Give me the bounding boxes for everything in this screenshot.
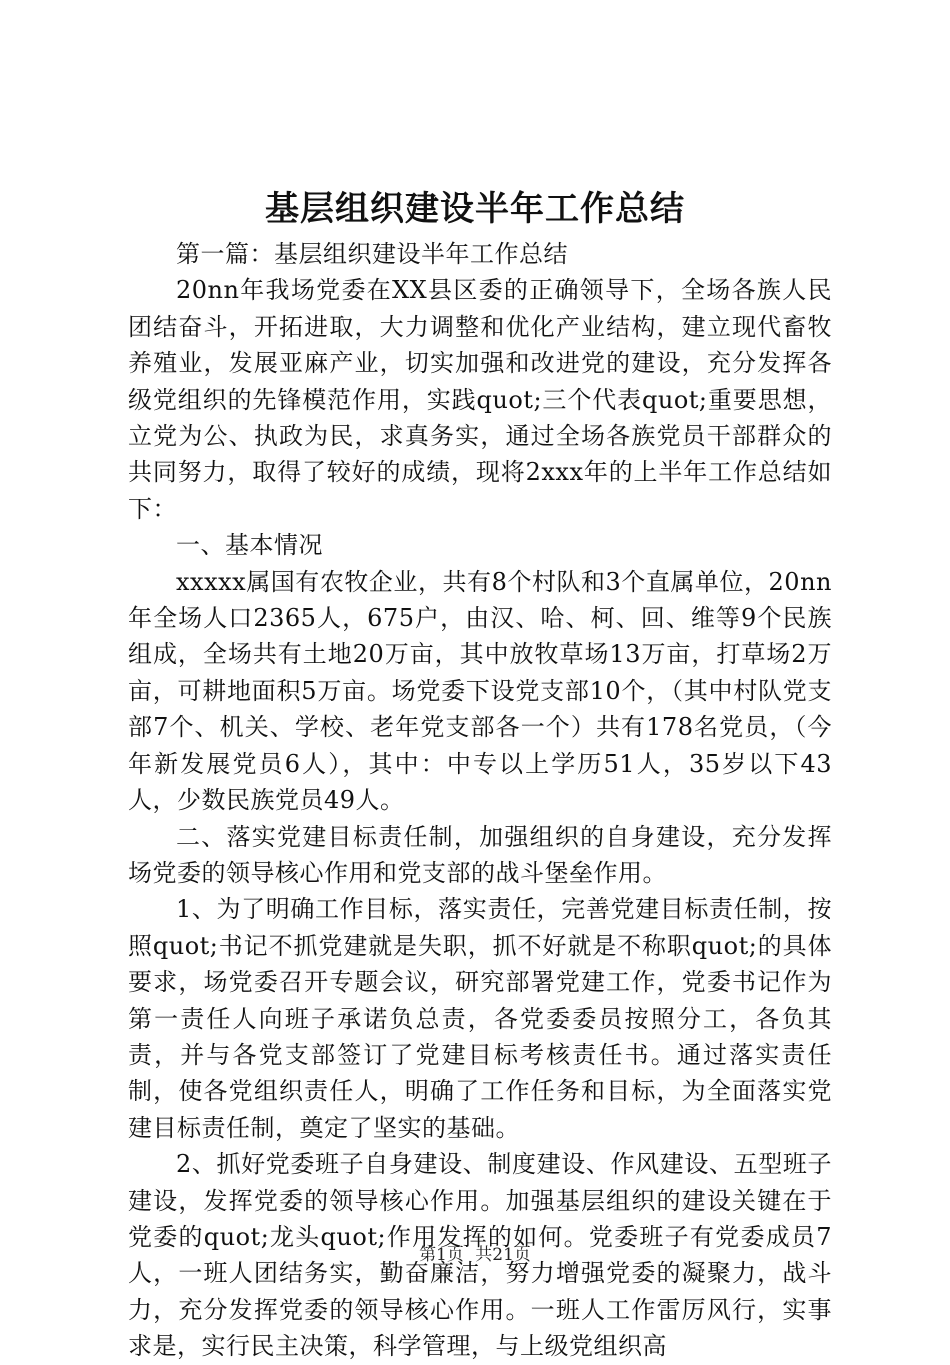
page-number: 第1页 (419, 1245, 464, 1265)
section-heading: 二、落实党建目标责任制，加强组织的自身建设，充分发挥场党委的领导核心作用和党支部的战斗堡垒作用。 (128, 822, 832, 887)
body-paragraph: 1、为了明确工作目标，落实责任，完善党建目标责任制，按照quot;书记不抓党建就是失职，抓不好就是不称职quot;的具体要求，场党委召开专题会议，研究部署党建工作，党委书记作为第一责任人向班子承诺负总责，各党委委员按照分工，各负其责，并与各党支部签订了党建目标考核责任书。通过落实责任制，使各党组织责任人，明确了工作任务和目标，为全面落实党建目标责任制，奠定了坚实的基础。 (128, 895, 832, 1142)
page-total: 共21页 (475, 1245, 531, 1265)
body-paragraph: xxxxx属国有农牧企业，共有8个村队和3个直属单位，20nn年全场人口2365人，675户，由汉、哈、柯、回、维等9个民族组成，全场共有土地20万亩，其中放牧草场13万亩，打草场2万亩，可耕地面积5万亩。场党委下设党支部10个，（其中村队党支部7个、机关、学校、老年党支部各一个）共有178名党员，（今年新发展党员6人），其中：中专以上学历51人，35岁以下43人，少数民族党员49人。 (128, 567, 832, 815)
document-title: 基层组织建设半年工作总结 (265, 189, 685, 229)
body-paragraph: 20nn年我场党委在XX县区委的正确领导下，全场各族人民团结奋斗，开拓进取，大力调整和优化产业结构，建立现代畜牧养殖业，发展亚麻产业，切实加强和改进党的建设，充分发挥各级党组织的先锋模范作用，实践quot;三个代表quot;重要思想，立党为公、执政为民，求真务实，通过全场各族党员干部群众的共同努力，取得了较好的成绩，现将2xxx年的上半年工作总结如下： (128, 276, 832, 523)
body-paragraph: 2、抓好党委班子自身建设、制度建设、作风建设、五型班子建设，发挥党委的领导核心作用。加强基层组织的建设关键在于党委的quot;龙头quot;作用发挥的如何。党委班子有党委成员7人，一班人团结务实，勤奋廉洁，努力增强党委的凝聚力，战斗力，充分发挥党委的领导核心作用。一班人工作雷厉风行，实事求是，实行民主决策，科学管理，与上级党组织高 (128, 1150, 832, 1361)
document-body (128, 236, 832, 1365)
section-heading: 一、基本情况 (176, 531, 323, 560)
section-heading: 第一篇：基层组织建设半年工作总结 (176, 240, 568, 268)
page-footer (0, 1243, 950, 1267)
